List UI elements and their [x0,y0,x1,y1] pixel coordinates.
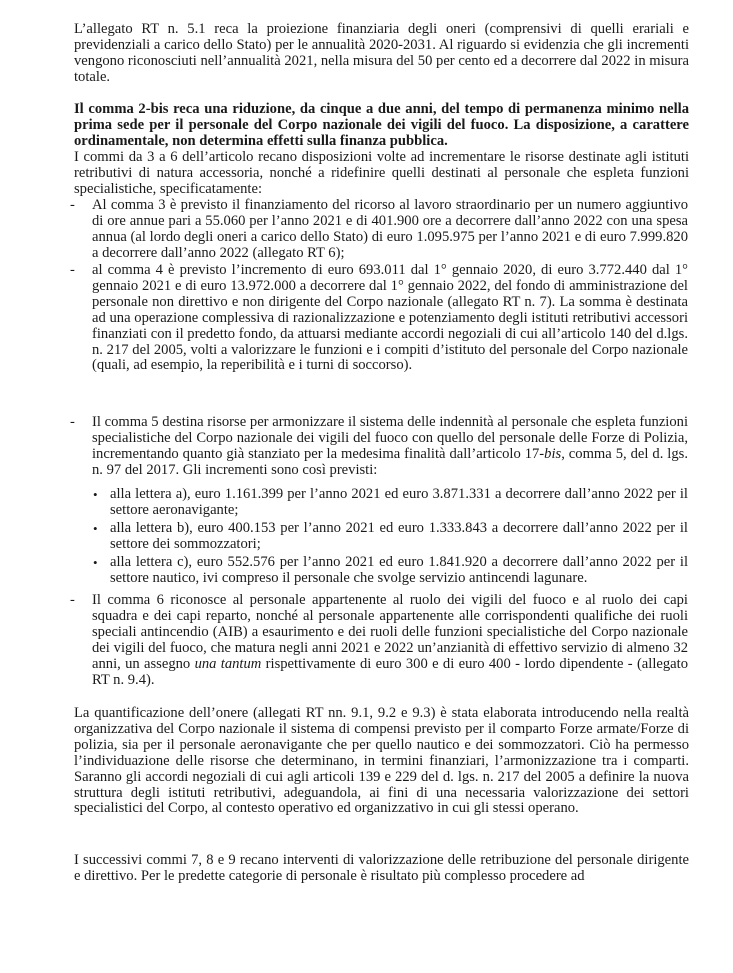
comma-5-text-start: Il comma 5 destina risorse per armonizzare il sistema delle indennità al personale che espleta funzioni specialistiche del Corpo nazionale dei vigili del fuoco con quello del personale delle Forze di Polizia, incrementando quanto già stanziato per la medesima finalità dall’articolo 17- [92,414,688,462]
dash-marker: - [70,414,75,430]
paragraph-commi-3-6: I commi da 3 a 6 dell’articolo recano disposizioni volte ad incrementare le risorse destinate agli istituti retributivi di natura accessoria, nonché a ridefinire quelli destinati al personale che espleta funzioni specialistiche, specificatamente: [74,149,689,197]
dash-marker: - [70,592,75,608]
dash-marker: - [70,197,75,213]
paragraph-quantificazione: La quantificazione dell’onere (allegati RT nn. 9.1, 9.2 e 9.3) è stata elaborata introducendo nella realtà organizzativa del Corpo nazionale il sistema di compensi previsto per il comparto Forze armate/Forze di polizia, sia per il personale aeronavigante che per quello nautico e dei sommozzatori. Ciò ha permesso l’individuazione delle risorse che determinano, in termini finanziari, l’armonizzazione tra i comparti. Saranno gli accordi negoziali di cui agli articoli 139 e 229 del d. lgs. n. 217 del 2005 a definire la nuova struttura degli istituti retributivi, adeguandola, ai fini di una necessaria valorizzazione dei settori specialistici del Corpo, al contesto operativo ed organizzativo in cui gli stessi operano. [74,705,689,817]
comma-5-italic-bis: bis [544,445,562,462]
paragraph-comma-2bis: Il comma 2-bis reca una riduzione, da cinque a due anni, del tempo di permanenza minimo nella prima sede per il personale del Corpo nazionale dei vigili del fuoco. La disposizione, a carattere ordinamentale, non determina effetti sulla finanza pubblica. [74,101,689,149]
paragraph-allegato-rt: L’allegato RT n. 5.1 reca la proiezione finanziaria degli oneri (comprensivi di quelli erariali e previdenziali a carico dello Stato) per le annualità 2020-2031. Al riguardo si evidenzia che gli incrementi vengono riconosciuti nell’annualità 2021, nella misura del 50 per cento ed a decorrere dal 2022 in misura totale. [74,21,689,85]
paragraph-commi-7-9: I successivi commi 7, 8 e 9 recano interventi di valorizzazione delle retribuzione del personale dirigente e direttivo. Per le predette categorie di personale è risultato più complesso procedere ad [74,852,689,884]
bullet-item-lettera-c: alla lettera c), euro 552.576 per l’anno 2021 ed euro 1.841.920 a decorrere dall’anno 2022 per il settore nautico, ivi compreso il personale che svolge servizio antincendi lagunare. [110,554,688,586]
list-item-comma-3: Al comma 3 è previsto il finanziamento del ricorso al lavoro straordinario per un numero aggiuntivo di ore annue pari a 55.060 per l’anno 2021 e di 401.900 ore a decorrere dall’anno 2022 con una spesa annua (al lordo degli oneri a carico dello Stato) di euro 1.095.975 per l’anno 2021 e di euro 7.999.820 a decorrere dall’anno 2022 (allegato RT 6); [92,197,688,261]
bullet-marker: • [93,487,98,502]
comma-6-text-end: rispettivamente di euro 300 e di euro 400 - lordo dipendente - (allegato RT n. 9.4). [92,655,688,688]
bullet-item-lettera-a: alla lettera a), euro 1.161.399 per l’anno 2021 ed euro 3.871.331 a decorrere dall’anno 2022 per il settore aeronavigante; [110,486,688,518]
list-item-comma-4: al comma 4 è previsto l’incremento di euro 693.011 dal 1° gennaio 2020, di euro 3.772.440 dal 1° gennaio 2021 e di euro 13.972.000 a decorrere dal 1° gennaio 2022, del fondo di amministrazione del personale non direttivo e non dirigente del Corpo nazionale (allegato RT n. 7). La somma è destinata ad una operazione complessiva di razionalizzazione e potenziamento degli istituti retributivi accessori finanziati con il predetto fondo, da attuarsi mediante accordi negoziali di cui all’articolo 140 del d.lgs. n. 217 del 2005, volti a valorizzare le funzioni e i compiti d’istituto del personale del Corpo nazionale (quali, ad esempio, la reperibilità e i turni di soccorso). [92,262,688,374]
comma-6-text-start: Il comma 6 riconosce al personale appartenente al ruolo dei vigili del fuoco e al ruolo dei capi squadra e dei capi reparto, nonché al personale appartenente alle corrispondenti qualifiche dei ruoli speciali antincendio (AIB) a esaurimento e dei ruoli delle funzioni specialistiche del Corpo nazionale dei vigili del fuoco, che matura negli anni 2021 e 2022 un’anzianità di effettivo servizio di almeno 32 anni, un assegno [92,592,688,672]
dash-marker: - [70,262,75,278]
list-item-comma-6 [92,593,688,688]
bullet-marker: • [93,521,98,536]
comma-5-text-end: , comma 5, del d. lgs. n. 97 del 2017. Gli incrementi sono così previsti: [92,445,688,478]
bullet-marker: • [93,555,98,570]
comma-6-italic-una-tantum: una tantum [194,655,262,672]
list-item-comma-5 [92,415,688,479]
bullet-item-lettera-b: alla lettera b), euro 400.153 per l’anno 2021 ed euro 1.333.843 a decorrere dall’anno 2022 per il settore dei sommozzatori; [110,520,688,552]
